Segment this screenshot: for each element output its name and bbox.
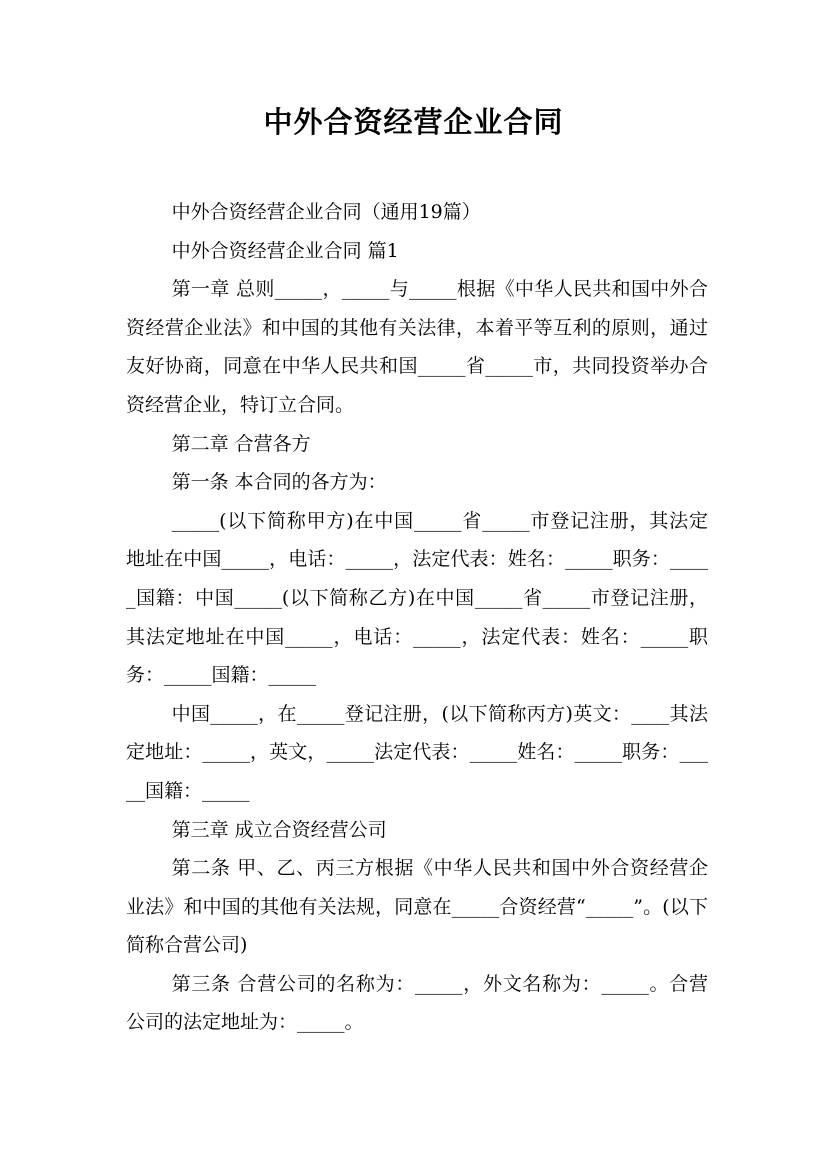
paragraph-party-c: 中国_____，在_____登记注册，(以下简称丙方)英文：____其法定地址：_____，英文，_____法定代表：_____姓名：_____职务：_____国籍：_____ [126, 702, 708, 802]
paragraph-party-a-b: _____(以下简称甲方)在中国_____省_____市登记注册，其法定地址在中国_____，电话：_____，法定代表：姓名：_____职务：_____国籍：中国_____(以下简称乙方)在中国_____省_____市登记注册，其法定地址在中国_____，电话：_____，法定代表：姓名：_____职务：_____国籍：_____ [126, 509, 708, 687]
paragraph-article-heading: 中外合资经营企业合同 篇1 [171, 239, 399, 262]
paragraph-subtitle: 中外合资经营企业合同（通用19篇） [171, 201, 481, 223]
paragraph-clause-2: 第二条 甲、乙、丙三方根据《中华人民共和国中外合资经营企业法》和中国的其他有关法规，同意在_____合资经营“_____”。(以下简称合营公司) [126, 857, 708, 957]
paragraph-clause-3: 第三条 合营公司的名称为：_____，外文名称为：_____。合营公司的法定地址为：_____。 [126, 972, 708, 1034]
paragraph-chapter-3-heading: 第三章 成立合资经营公司 [171, 818, 387, 841]
paragraph-clause-1: 第一条 本合同的各方为： [171, 471, 387, 494]
document-title: 中外合资经营企业合同 [263, 105, 564, 139]
paragraph-chapter-1: 第一章 总则_____，_____与_____根据《中华人民共和国中外合资经营企业法》和中国的其他有关法律，本着平等互利的原则，通过友好协商，同意在中华人民共和国_____省_____市，共同投资举办合资经营企业，特订立合同。 [126, 278, 708, 416]
paragraph-chapter-2-heading: 第二章 合营各方 [171, 432, 311, 455]
document-body [126, 193, 708, 1042]
